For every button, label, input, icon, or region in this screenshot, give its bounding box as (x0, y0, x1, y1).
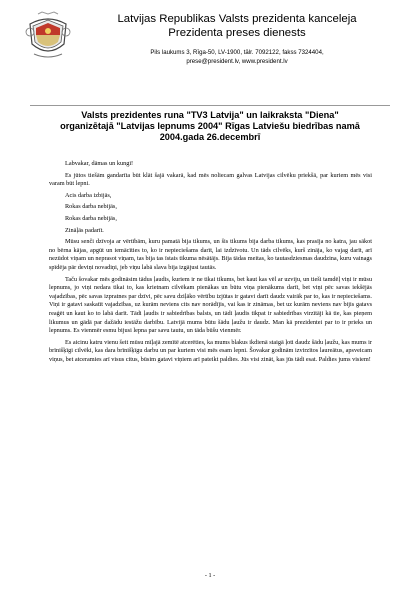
header-divider (30, 105, 390, 106)
paragraph: Es aicinu katru vienu šeit mūsu mīļajā zemītē atcerēties, ka mums blakus ikdienā staigā ļoti daudz šādu ļaužu, kas mums ir brīnišķīgi cilvēki, kas dara brīnišķīgu darbu un par kuriem visi mēs esam lepni. Šovakar godinām izvirzītos laureātus, apsveicam viņus, bet atceramies arī visus citus, būsim gatavi viņiem arī pateikt paldies. Jūs visi zināt, kas jūs tādi esat. Paldies jums visiem! (49, 338, 372, 363)
verse-line: Rokas darba nebijās, (65, 203, 117, 211)
document-title (46, 110, 374, 144)
title-line-3: 2004.gada 26.decembrī (159, 132, 261, 143)
contact-line: prese@president.lv, www.president.lv (186, 58, 288, 65)
title-line-1: Valsts prezidentes runa "TV3 Latvija" un laikraksta "Diena" (81, 110, 339, 120)
title-line-2: organizētajā "Latvijas lepnums 2004" Rīgas Latviešu biedrības namā (60, 121, 360, 132)
paragraph: Es jūtos tiešām gandarīta būt klāt šajā vakarā, kad mēs noliecam galvas Latvijas cilvēku priekšā, par kuriem mēs visi varam būt lepni. (49, 171, 372, 188)
coat-of-arms-icon (24, 10, 72, 60)
page-number: - 1 - (204, 572, 216, 579)
verse-line: Zināļās padarīt. (65, 226, 104, 234)
paragraph: Taču šovakar mēs godināsim tādus ļaudis, kuriem ir ne tikai tikums, bet kaut kas vēl ar uzviju, un tieši tamdēļ viņi ir mūsu lepnums, jo viņi nedara tikai to, kas krietnam cilvēkam pienākas un būtu viņa pienākums darīt, bet viņi pēc savas iekšējās vajadzības, pēc savas izpratnes par dzīvi, pēc savu dziļāko vērtību izjūtas ir gatavi darīt daudz vairāk par to, kas ir nepieciešams. Viņi ir gatavi saskatīt vajadzības, uz kurām neviens cits nav norādījis, vai kas ir zināmas, bet uz kurām neviens nav bijis gatavs reaģēt un kaut ko to labā darīt. Tādi ļaudis ir sabiedrības balsts, un tādi ļaudis tikpat ir sabiedrības virzītāji kā tie, kas pieņem likumus un gādā par dažādu iestāžu darbību. Latvijā mums būtu šādu ļaužu ir daudz. Man kā prezidentei par to ir prieks un lepnums. Es vienmēr esmu bijusi lepna par savu tautu, un tāda būšu vienmēr. (49, 275, 372, 335)
greeting: Labvakar, dāmas un kungi! (65, 160, 134, 167)
institution-name: Latvijas Republikas Valsts prezidenta kanceleja (117, 13, 357, 25)
paragraph: Mūsu senči dzīvoja ar vērtībām, kuru pamatā bija tikums, un šis tikums bija darba tikums, kas prasīja no katra, jau sākot no bērna kājas, apgūt un iemācīties to, ko ir nepieciešams darīt, lai izdzīvotu. Un tāds cilvēks, kurš zināja, ko vajag darīt, arī nezūdot viņam un neprasot viņam, tas bija tas īstais tikuma nēsātājs. Bija tādas meitas, ko tautasdziesmas daudzina, kuru vainags spīdēja pār deviņi novadiņi, jeb viņu labā slava bija izgājusi tautās. (49, 238, 372, 271)
letterhead (78, 12, 396, 66)
speech-body (49, 160, 372, 367)
verse-line: Rokas darba nebijās, (65, 214, 117, 222)
verse-line: Acis darba izbijās, (65, 191, 112, 199)
department-name: Prezidenta preses dienests (168, 27, 306, 39)
address-line: Pils laukums 3, Rīga-50, LV-1900, tālr. 7092122, fakss 7324404, (150, 49, 324, 56)
